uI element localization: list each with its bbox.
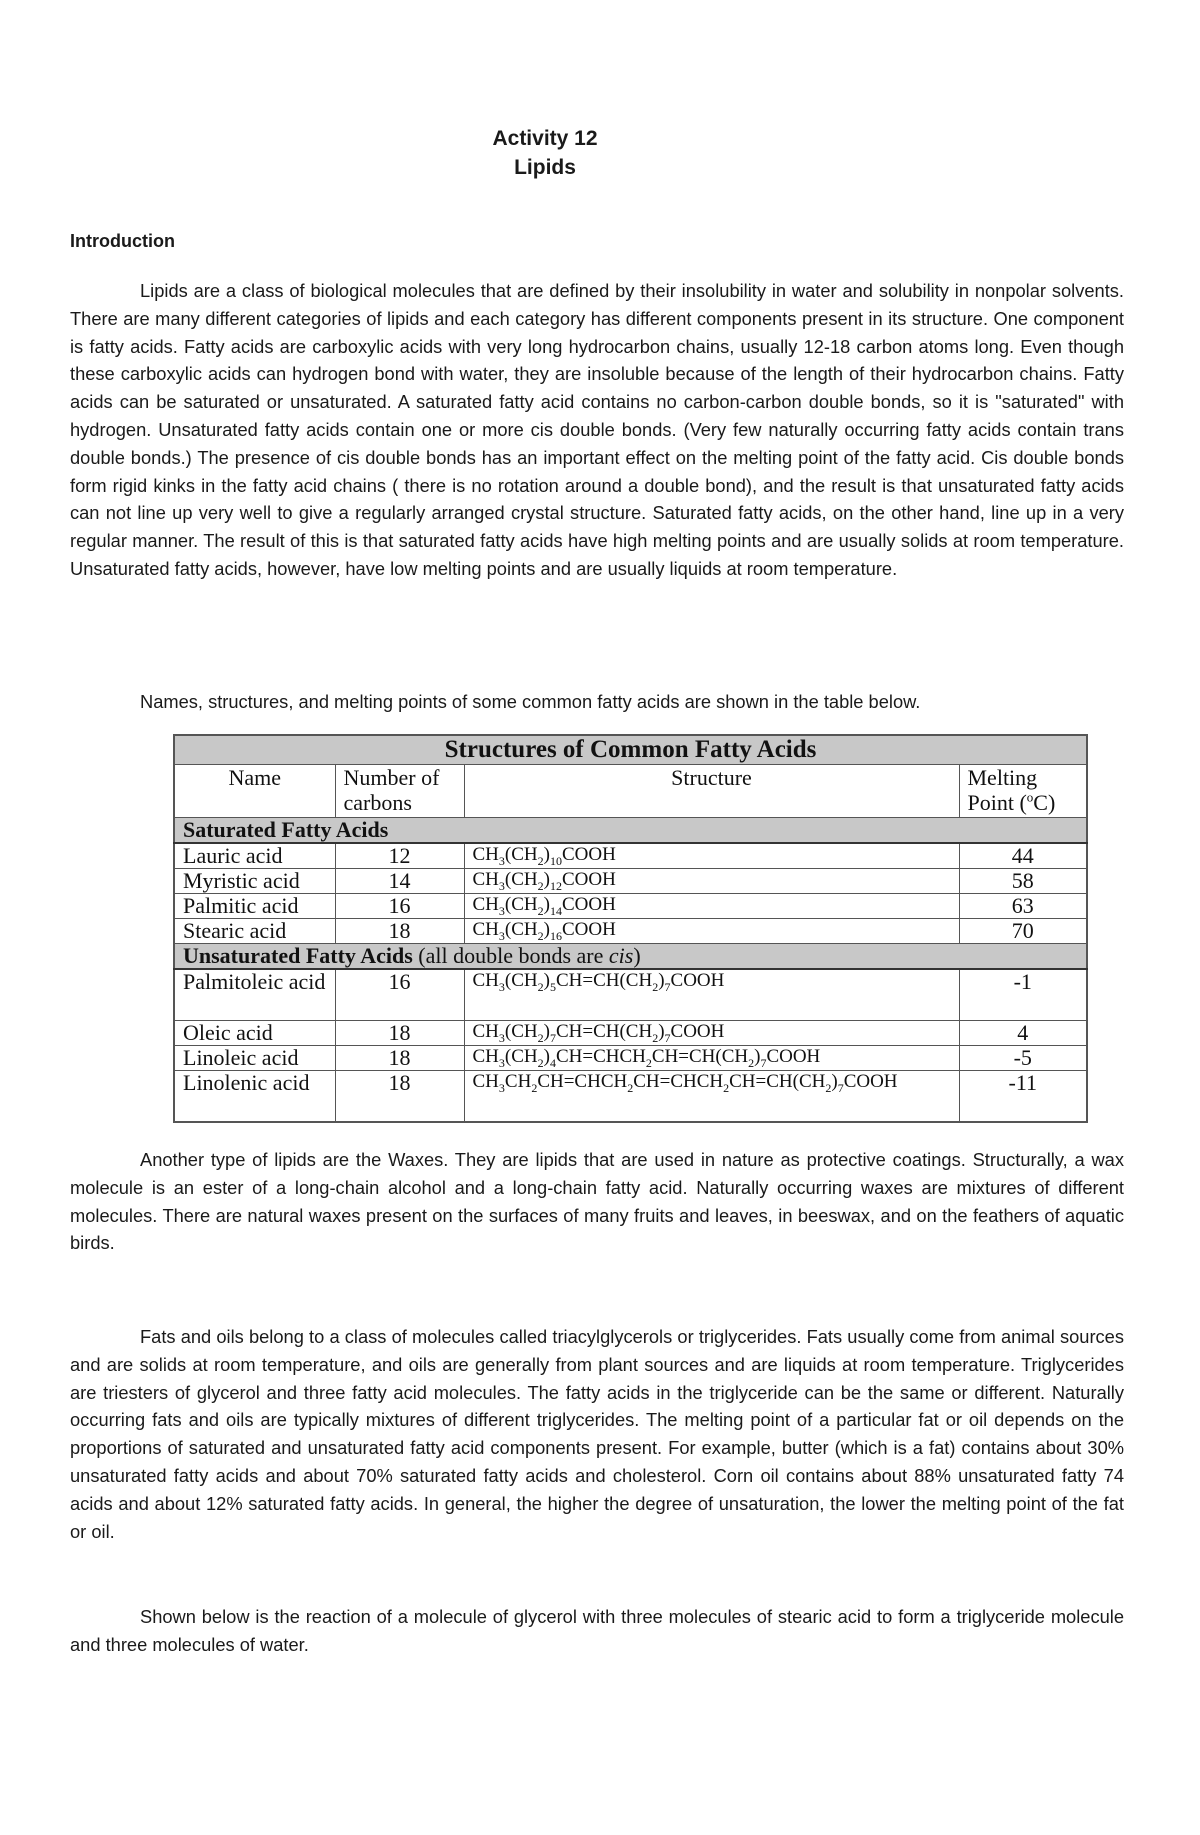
- chemical-structure: $CH_3(CH_2)_{14}COOH$: [464, 894, 959, 919]
- unsaturated-note-end: ): [633, 943, 641, 968]
- table-row: [174, 1046, 1087, 1071]
- chemical-structure: $CH_3(CH_2)_{10}COOH$: [464, 843, 959, 869]
- melting-point: 63: [959, 894, 1087, 919]
- carbon-count: 12: [335, 843, 464, 869]
- header-carbons: Number of carbons: [335, 765, 464, 818]
- table-row: [174, 969, 1087, 1021]
- header-mp-label: Melting Point (: [967, 765, 1038, 815]
- fatty-acid-name: Linoleic acid: [174, 1046, 335, 1071]
- chemical-structure: $CH_3(CH_2)_{12}COOH$: [464, 869, 959, 894]
- fatty-acid-name: Palmitic acid: [174, 894, 335, 919]
- carbon-count: 18: [335, 919, 464, 944]
- chemical-structure: $CH_3(CH_2)_7CH=CH(CH_2)_7COOH$: [464, 1021, 959, 1046]
- unsaturated-section: [174, 944, 1087, 1123]
- fatty-acid-name: Myristic acid: [174, 869, 335, 894]
- degree-symbol: o: [1026, 789, 1034, 805]
- melting-point: 4: [959, 1021, 1087, 1046]
- fatty-acid-name: Oleic acid: [174, 1021, 335, 1046]
- melting-point: 58: [959, 869, 1087, 894]
- carbon-count: 18: [335, 1021, 464, 1046]
- table-title: Structures of Common Fatty Acids: [174, 735, 1087, 765]
- introduction-heading: Introduction: [70, 231, 175, 251]
- chemical-structure: $CH_3(CH_2)_{16}COOH$: [464, 919, 959, 944]
- melting-point: 44: [959, 843, 1087, 869]
- table-row: [174, 1021, 1087, 1046]
- header-melting-point: [959, 765, 1087, 818]
- carbon-count: 14: [335, 869, 464, 894]
- saturated-group-label: Saturated Fatty Acids: [174, 818, 1087, 844]
- unsaturated-note: (all double bonds are: [418, 943, 609, 968]
- melting-point: -11: [959, 1071, 1087, 1123]
- title-block: [0, 124, 1090, 182]
- carbon-count: 18: [335, 1071, 464, 1123]
- unsaturated-label: Unsaturated Fatty Acids: [183, 943, 413, 968]
- fatty-acid-name: Linolenic acid: [174, 1071, 335, 1123]
- chemical-structure: $CH_3(CH_2)_5CH=CH(CH_2)_7COOH$: [464, 969, 959, 1021]
- fatty-acids-table: [173, 734, 1088, 1123]
- melting-point: 70: [959, 919, 1087, 944]
- header-name: Name: [174, 765, 335, 818]
- chemical-structure: $CH_3CH_2CH=CHCH_2CH=CHCH_2CH=CH(CH_2)_7COOH$: [464, 1071, 959, 1123]
- carbon-count: 16: [335, 894, 464, 919]
- unsaturated-group-label: [174, 944, 1087, 970]
- header-mp-unit: C): [1033, 790, 1056, 815]
- fatty-acid-name: Stearic acid: [174, 919, 335, 944]
- introduction-paragraph: Lipids are a class of biological molecules that are defined by their insolubility in water and solubility in nonpolar solvents. There are many different categories of lipids and each category has different components present in its structure. One component is fatty acids. Fatty acids are carboxylic acids with very long hydrocarbon chains, usually 12-18 carbon atoms long. Even though these carboxylic acids can hydrogen bond with water, they are insoluble because of the length of their hydrocarbon chains. Fatty acids can be saturated or unsaturated. A saturated fatty acid contains no carbon-carbon double bonds, so it is "saturated" with hydrogen. Unsaturated fatty acids contain one or more cis double bonds. (Very few naturally occurring fatty acids contain trans double bonds.) The presence of cis double bonds has an important effect on the melting point of the fatty acid. Cis double bonds form rigid kinks in the fatty acid chains ( there is no rotation around a double bond), and the result is that unsaturated fatty acids can not line up very well to give a regularly arranged crystal structure. Saturated fatty acids, on the other hand, line up in a very regular manner. The result of this is that saturated fatty acids have high melting points and are usually solids at room temperature. Unsaturated fatty acids, however, have low melting points and are usually liquids at room temperature.: [70, 280, 1124, 579]
- unsaturated-note-cis: cis: [608, 943, 634, 968]
- fatty-acid-name: Palmitoleic acid: [174, 969, 335, 1021]
- activity-title: Activity 12: [492, 127, 598, 150]
- melting-point: -1: [959, 969, 1087, 1021]
- table-row: [174, 843, 1087, 869]
- table-intro-paragraph: Names, structures, and melting points of some common fatty acids are shown in the table below.: [140, 691, 921, 712]
- reaction-paragraph: Shown below is the reaction of a molecule of glycerol with three molecules of stearic acid to form a triglyceride molecule and three molecules of water.: [70, 1606, 1124, 1655]
- fats-oils-paragraph: Fats and oils belong to a class of molecules called triacylglycerols or triglycerides. Fats usually come from animal sources and are solids at room temperature, and oils are generally from plant sources and are liquids at room temperature. Triglycerides are triesters of glycerol and three fatty acid molecules. The fatty acids in the triglyceride can be the same or different. Naturally occurring fats and oils are typically mixtures of different triglycerides. The melting point of a particular fat or oil depends on the proportions of saturated and unsaturated fatty acid components present. For example, butter (which is a fat) contains about 30% unsaturated fatty acids and about 70% saturated fatty acids and cholesterol. Corn oil contains about 88% unsaturated fatty 74 acids and about 12% saturated fatty acids. In general, the higher the degree of unsaturation, the lower the melting point of the fat or oil.: [70, 1326, 1124, 1542]
- table-row: [174, 1071, 1087, 1123]
- table-row: [174, 894, 1087, 919]
- header-structure: Structure: [464, 765, 959, 818]
- table-row: [174, 869, 1087, 894]
- carbon-count: 18: [335, 1046, 464, 1071]
- fatty-acid-name: Lauric acid: [174, 843, 335, 869]
- melting-point: -5: [959, 1046, 1087, 1071]
- carbon-count: 16: [335, 969, 464, 1021]
- saturated-section: [174, 818, 1087, 944]
- table-row: [174, 919, 1087, 944]
- activity-subtitle: Lipids: [514, 156, 576, 179]
- chemical-structure: $CH_3(CH_2)_4CH=CHCH_2CH=CH(CH_2)_7COOH$: [464, 1046, 959, 1071]
- waxes-paragraph: Another type of lipids are the Waxes. They are lipids that are used in nature as protective coatings. Structurally, a wax molecule is an ester of a long-chain alcohol and a long-chain fatty acid. Naturally occurring waxes are mixtures of different molecules. There are natural waxes present on the surfaces of many fruits and leaves, in beeswax, and on the feathers of aquatic birds.: [70, 1149, 1124, 1254]
